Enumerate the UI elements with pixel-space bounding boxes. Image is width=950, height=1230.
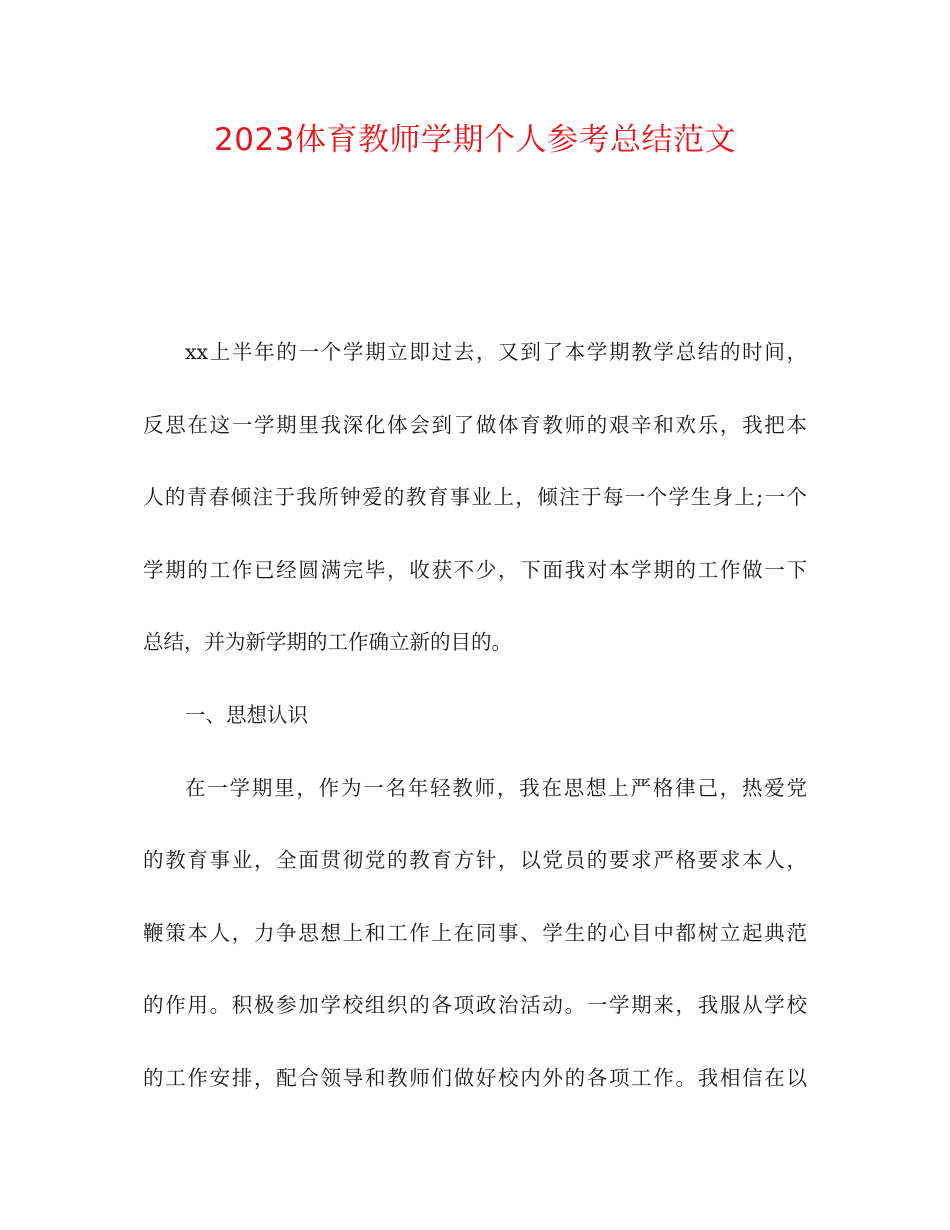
body-line-4: 学期的工作已经圆满完毕，收获不少，下面我对本学期的工作做一下	[143, 557, 807, 582]
body-line-2: 反思在这一学期里我深化体会到了做体育教师的艰辛和欢乐，我把本	[143, 412, 807, 437]
document-title: 2023体育教师学期个人参考总结范文	[214, 122, 736, 158]
body-line-7: 在一学期里，作为一名年轻教师，我在思想上严格律己，热爱党	[185, 775, 807, 800]
body-line-8: 的教育事业，全面贯彻党的教育方针，以党员的要求严格要求本人，	[143, 848, 807, 873]
body-line-10: 的作用。积极参加学校组织的各项政治活动。一学期来，我服从学校	[143, 993, 807, 1018]
body-line-1: xx上半年的一个学期立即过去，又到了本学期教学总结的时间，	[185, 340, 807, 364]
body-line-5: 总结，并为新学期的工作确立新的目的。	[143, 630, 512, 655]
body-line-9: 鞭策本人，力争思想上和工作上在同事、学生的心目中都树立起典范	[143, 920, 807, 945]
section-heading: 一、思想认识	[185, 702, 308, 727]
document-body	[143, 316, 807, 1115]
body-line-3: 人的青春倾注于我所钟爱的教育事业上，倾注于每一个学生身上;一个	[143, 485, 807, 510]
body-line-11: 的工作安排，配合领导和教师们做好校内外的各项工作。我相信在以	[143, 1065, 807, 1090]
